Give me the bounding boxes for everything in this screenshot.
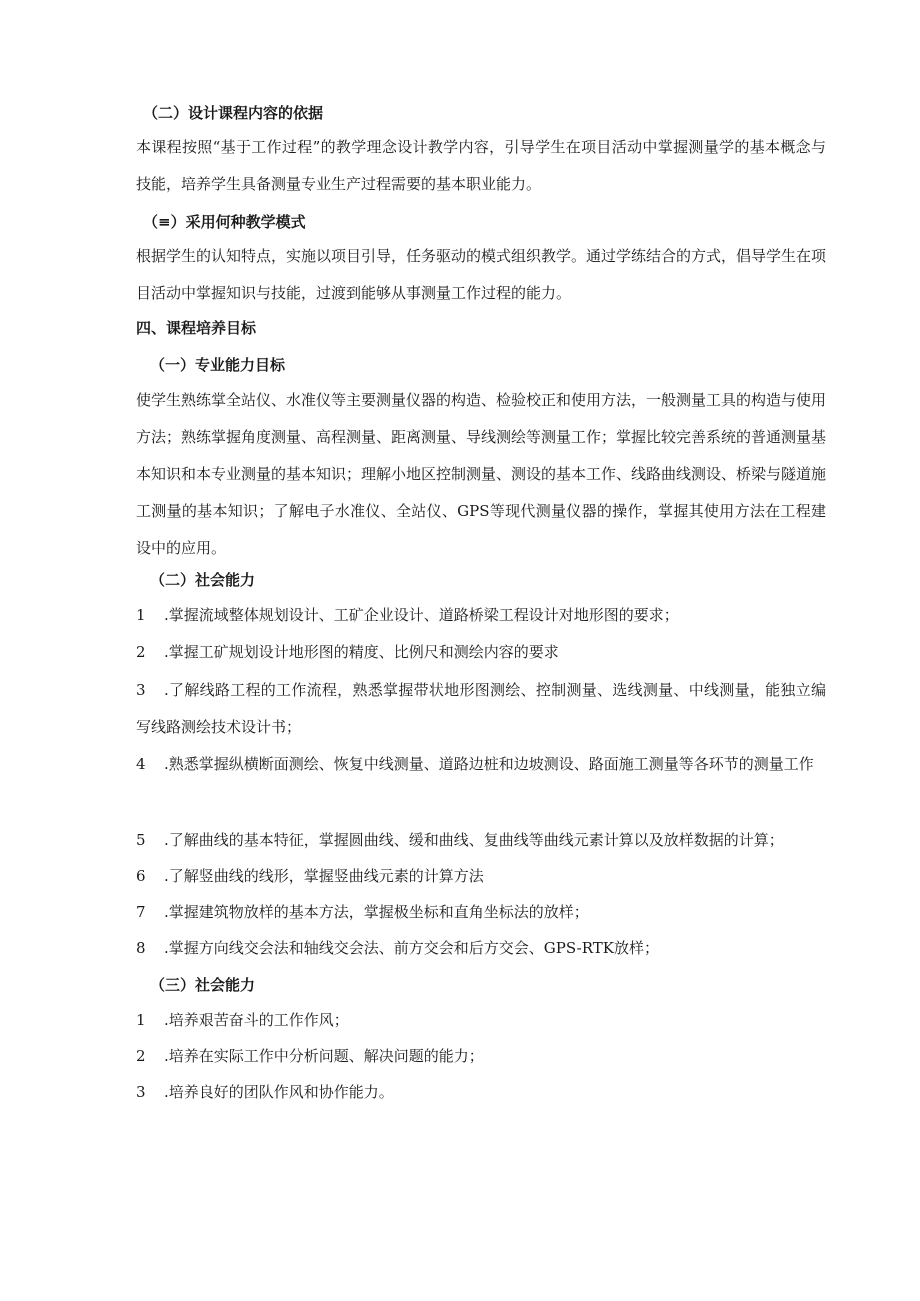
paragraph-professional-ability: 使学生熟练掌全站仪、水准仪等主要测量仪器的构造、检验校正和使用方法，一般测量工具的构造与使用方法；熟练掌握角度测量、高程测量、距离测量、导线测绘等测量工作；掌握比较完善系统的普通测量基本知识和本专业测量的基本知识；理解小地区控制测量、测设的基本工作、线路曲线测设、桥梁与隧道施工测量的基本知识；了解电子水准仪、全站仪、GPS等现代测量仪器的操作，掌握其使用方法在工程建设中的应用。 — [136, 391, 827, 557]
paragraph-design-basis: 本课程按照“基于工作过程”的教学理念设计教学内容，引导学生在项目活动中掌握测量学的基本概念与技能，培养学生具备测量专业生产过程需要的基本职业能力。 — [136, 138, 826, 193]
list-text: .掌握工矿规划设计地形图的精度、比例尺和测绘内容的要求 — [164, 643, 559, 661]
heading-design-basis: （二）设计课程内容的依据 — [143, 104, 324, 122]
list-text: .掌握流域整体规划设计、工矿企业设计、道路桥梁工程设计对地形图的要求； — [164, 606, 679, 624]
heading-teaching-mode: （≡）采用何种教学模式 — [143, 213, 306, 231]
list-number: 8 — [136, 939, 146, 957]
list-number: 5 — [136, 831, 146, 849]
list-item — [136, 746, 826, 783]
list-item — [136, 822, 826, 859]
list-item — [136, 930, 826, 967]
list-item — [136, 634, 826, 671]
heading-social-ability-2: （二）社会能力 — [150, 571, 256, 589]
list-number: 1 — [136, 1011, 146, 1029]
heading-course-objectives: 四、课程培养目标 — [136, 319, 257, 337]
list-number: 6 — [136, 867, 146, 885]
list-item — [136, 894, 826, 931]
list-text: .了解竖曲线的线形，掌握竖曲线元素的计算方法 — [164, 867, 484, 885]
paragraph-teaching-mode: 根据学生的认知特点，实施以项目引导，任务驱动的模式组织教学。通过学练结合的方式，倡导学生在项目活动中掌握知识与技能，过渡到能够从事测量工作过程的能力。 — [136, 247, 827, 302]
list-number: 4 — [136, 755, 146, 773]
heading-professional-ability: （一）专业能力目标 — [150, 356, 286, 374]
list-number: 1 — [136, 606, 146, 624]
list-number: 7 — [136, 903, 146, 921]
list-text: .培养良好的团队作风和协作能力。 — [164, 1083, 394, 1101]
list-text: .培养在实际工作中分析问题、解决问题的能力； — [164, 1047, 484, 1065]
list-number: 2 — [136, 1047, 146, 1065]
list-item — [136, 597, 826, 634]
list-item — [136, 858, 826, 895]
list-item — [136, 1074, 826, 1111]
list-text: .了解曲线的基本特征，掌握圆曲线、缓和曲线、复曲线等曲线元素计算以及放样数据的计算； — [164, 831, 784, 849]
list-item — [136, 672, 826, 746]
list-item — [136, 1038, 826, 1075]
list-text: .熟悉掌握纵横断面测绘、恢复中线测量、道路边桩和边坡测设、路面施工测量等各环节的测量工作 — [164, 755, 814, 773]
list-number: 3 — [136, 681, 146, 699]
list-text: .掌握建筑物放样的基本方法，掌握极坐标和直角坐标法的放样； — [164, 903, 589, 921]
list-item — [136, 1002, 826, 1039]
list-text: .培养艰苦奋斗的工作作风； — [164, 1011, 349, 1029]
list-number: 2 — [136, 643, 146, 661]
heading-social-ability-3: （三）社会能力 — [150, 976, 256, 994]
list-text: .掌握方向线交会法和轴线交会法、前方交会和后方交会、GPS-RTK放样； — [164, 939, 659, 957]
list-text: .了解线路工程的工作流程，熟悉掌握带状地形图测绘、控制测量、选线测量、中线测量，能独立编写线路测绘技术设计书； — [136, 681, 826, 736]
list-number: 3 — [136, 1083, 146, 1101]
